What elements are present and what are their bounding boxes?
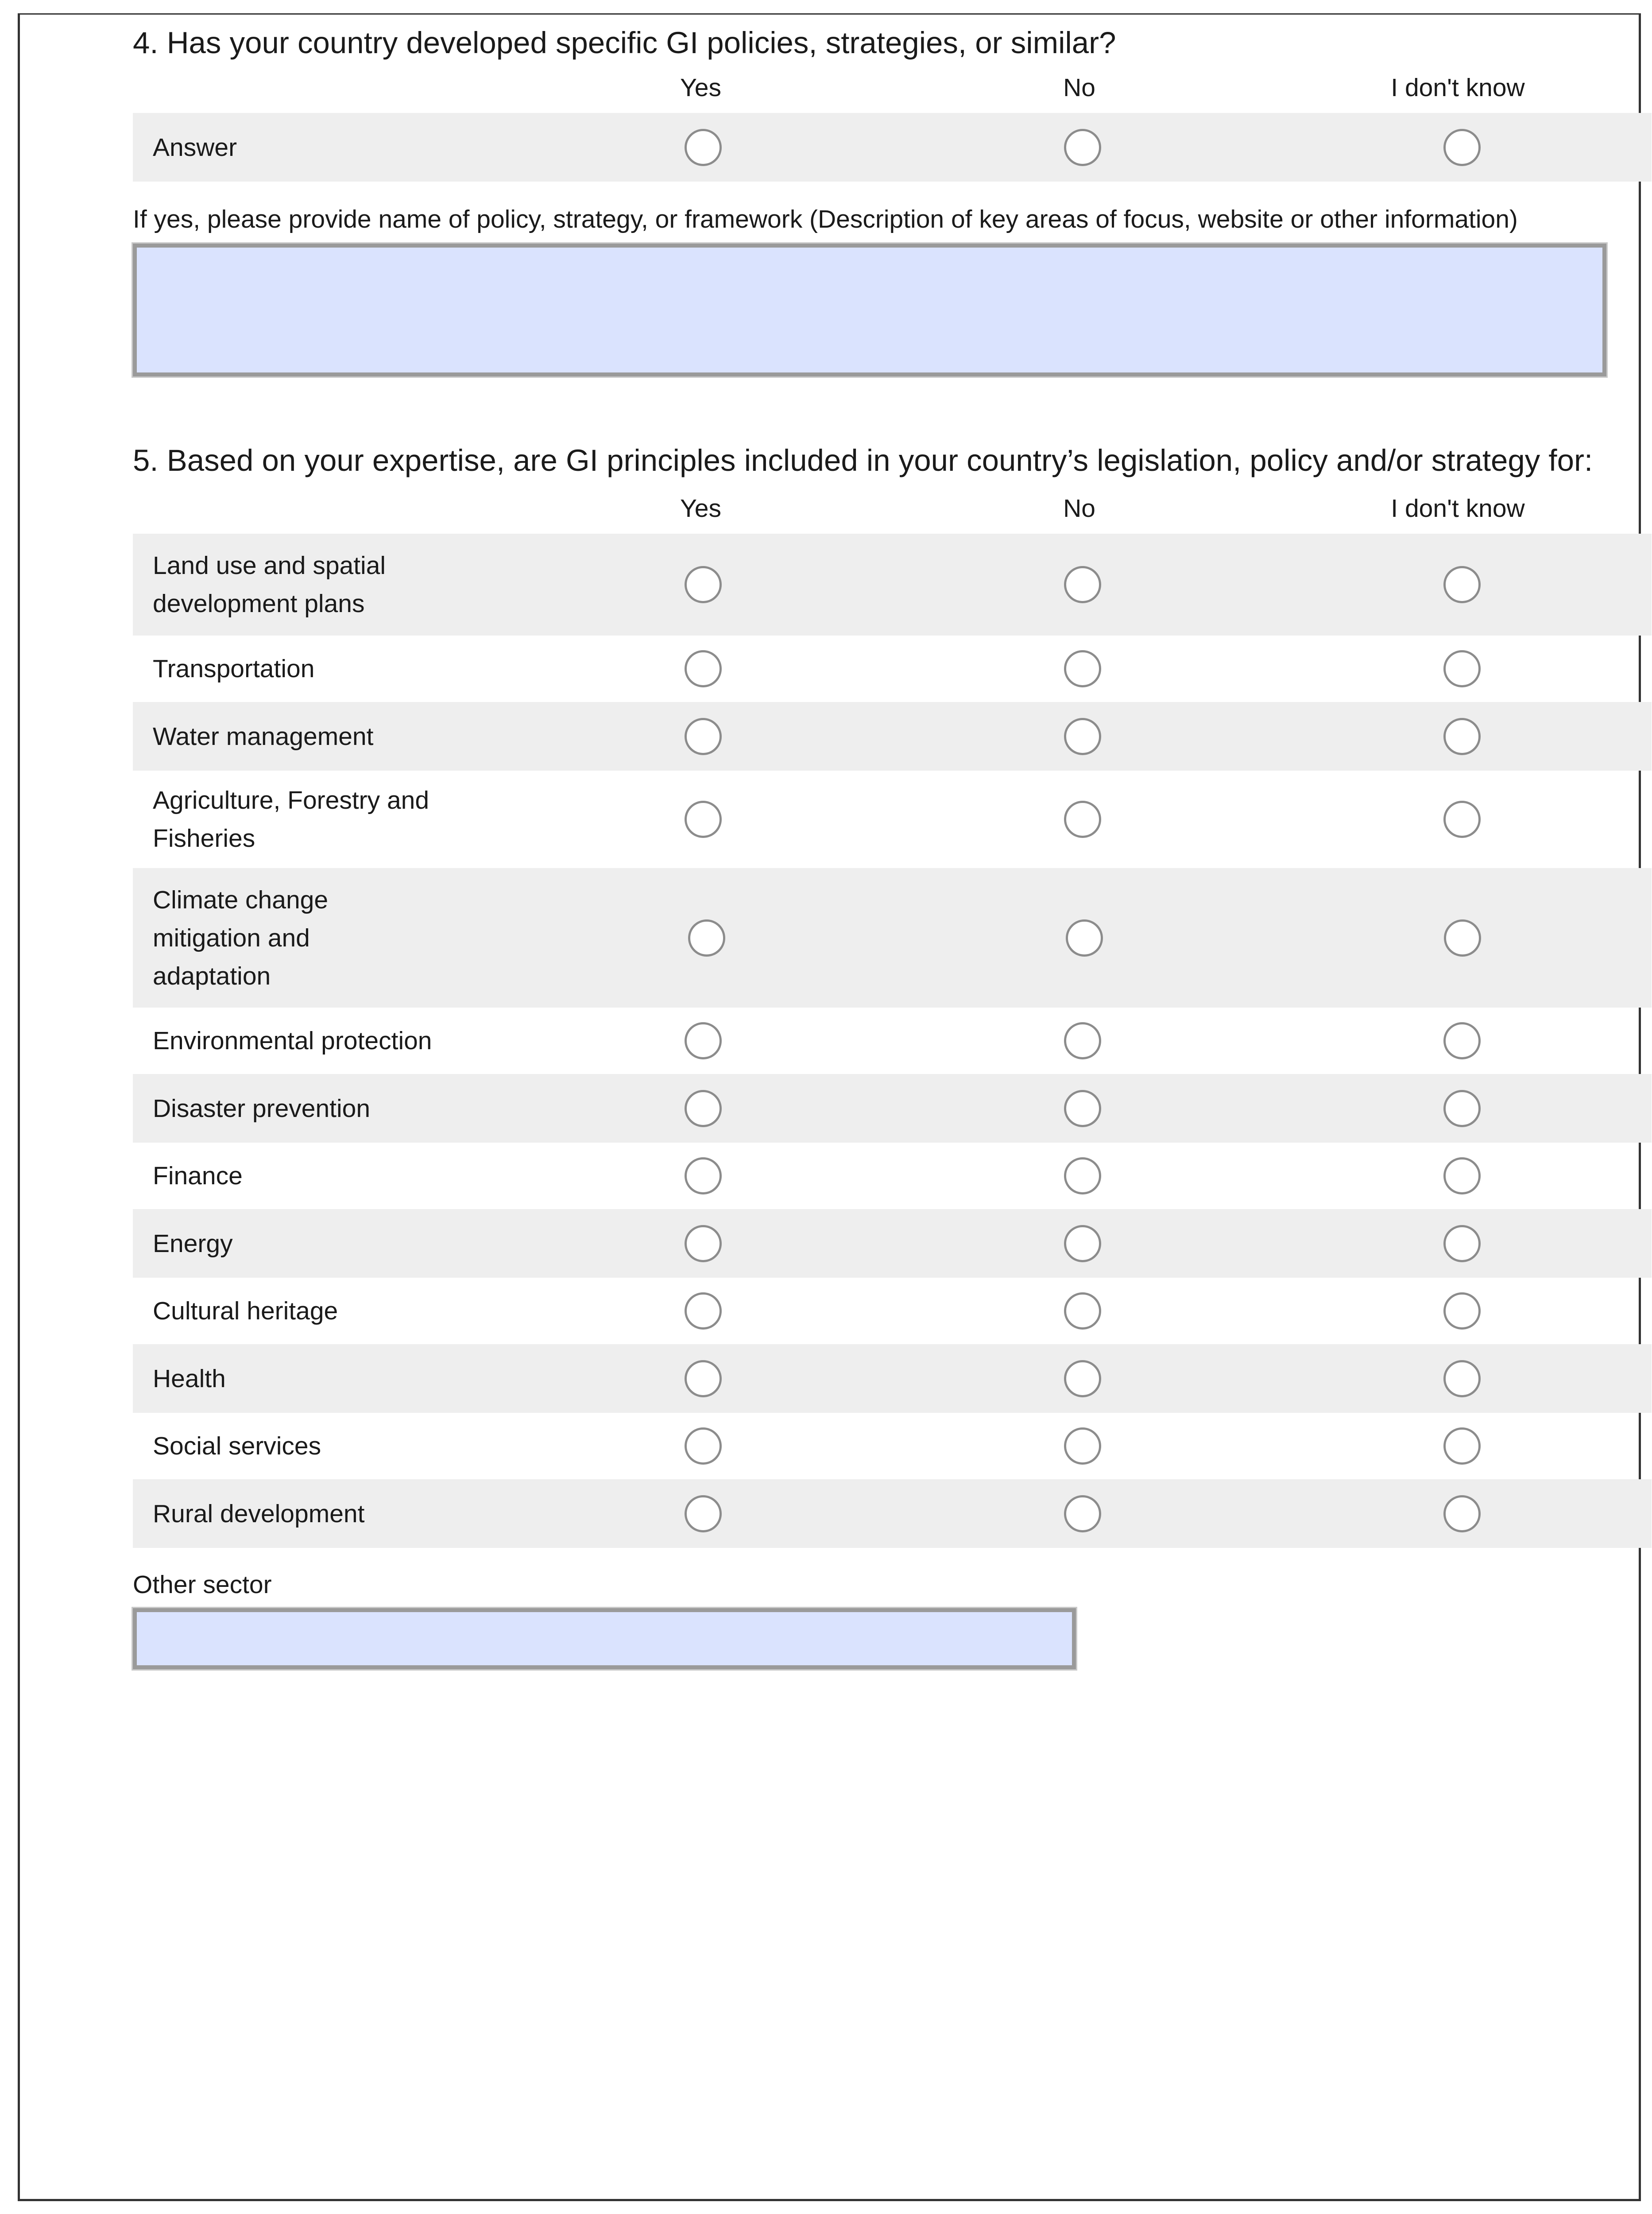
radio-yes[interactable] (685, 718, 722, 755)
radio-dont-know[interactable] (1443, 650, 1481, 687)
form-content (133, 15, 1647, 1669)
question-4-answer-row (133, 113, 1652, 182)
row-label: Energy (153, 1229, 233, 1258)
radio-dont-know[interactable] (1443, 1427, 1481, 1465)
radio-yes[interactable] (685, 1360, 722, 1397)
radio-no[interactable] (1064, 1157, 1101, 1194)
column-dont-know: I don't know (1391, 494, 1525, 523)
radio-dont-know[interactable] (1443, 1360, 1481, 1397)
table-row (133, 771, 1652, 868)
radio-no[interactable] (1064, 1495, 1101, 1532)
row-label: Climate change mitigation and adaptation (153, 885, 329, 990)
question-4-header (133, 69, 1647, 113)
radio-no[interactable] (1064, 129, 1101, 166)
table-row (133, 1209, 1652, 1278)
radio-no[interactable] (1064, 650, 1101, 687)
table-row (133, 1278, 1652, 1344)
table-row (133, 702, 1652, 771)
question-5-title: 5. Based on your expertise, are GI principles included in your country’s legislation, policy and/or strategy for: (133, 443, 1593, 477)
radio-no[interactable] (1064, 801, 1101, 838)
row-label: Transportation (153, 655, 315, 683)
row-label: Environmental protection (153, 1027, 432, 1055)
other-sector-input[interactable] (133, 1608, 1076, 1669)
column-yes: Yes (680, 494, 721, 523)
radio-dont-know[interactable] (1443, 718, 1481, 755)
row-label: Land use and spatial development plans (153, 551, 386, 618)
radio-dont-know[interactable] (1443, 801, 1481, 838)
radio-yes[interactable] (685, 129, 722, 166)
radio-dont-know[interactable] (1443, 129, 1481, 166)
radio-no[interactable] (1064, 1360, 1101, 1397)
radio-yes[interactable] (685, 1495, 722, 1532)
radio-yes[interactable] (685, 566, 722, 603)
form-page (18, 13, 1641, 2201)
row-label: Water management (153, 722, 374, 751)
radio-yes[interactable] (685, 801, 722, 838)
radio-no[interactable] (1064, 566, 1101, 603)
radio-yes[interactable] (685, 1225, 722, 1262)
column-no: No (1063, 74, 1095, 102)
radio-yes[interactable] (685, 1427, 722, 1465)
policy-help-text: If yes, please provide name of policy, strategy, or framework (Description of key areas of focus, website or other information) (133, 205, 1518, 233)
radio-yes[interactable] (685, 1022, 722, 1059)
radio-dont-know[interactable] (1443, 1495, 1481, 1532)
row-label: Finance (153, 1162, 243, 1190)
row-label: Social services (153, 1432, 321, 1460)
table-row (133, 636, 1652, 702)
radio-no[interactable] (1064, 1292, 1101, 1330)
table-row (133, 868, 1652, 1008)
radio-dont-know[interactable] (1443, 1022, 1481, 1059)
question-5 (133, 436, 1647, 1669)
question-4-title: 4. Has your country developed specific GI policies, strategies, or similar? (133, 26, 1116, 60)
table-row (133, 1074, 1652, 1143)
radio-dont-know[interactable] (1443, 1225, 1481, 1262)
table-row (133, 534, 1652, 636)
row-label: Agriculture, Forestry and Fisheries (153, 786, 429, 853)
row-label: Cultural heritage (153, 1297, 338, 1325)
radio-yes[interactable] (688, 919, 725, 957)
radio-dont-know[interactable] (1443, 1157, 1481, 1194)
policy-textarea[interactable] (133, 244, 1606, 376)
column-dont-know: I don't know (1391, 74, 1525, 102)
radio-dont-know[interactable] (1444, 919, 1481, 957)
table-row (133, 1344, 1652, 1413)
radio-no[interactable] (1064, 1225, 1101, 1262)
table-row (133, 1008, 1652, 1074)
row-label: Answer (153, 133, 237, 162)
radio-dont-know[interactable] (1443, 566, 1481, 603)
radio-yes[interactable] (685, 1292, 722, 1330)
column-yes: Yes (680, 74, 721, 102)
radio-no[interactable] (1064, 718, 1101, 755)
table-row (133, 1143, 1652, 1209)
radio-no[interactable] (1066, 919, 1103, 957)
column-no: No (1063, 494, 1095, 523)
radio-yes[interactable] (685, 1090, 722, 1127)
radio-no[interactable] (1064, 1022, 1101, 1059)
radio-no[interactable] (1064, 1427, 1101, 1465)
table-row (133, 1413, 1652, 1479)
question-4 (133, 17, 1647, 376)
radio-yes[interactable] (685, 1157, 722, 1194)
other-sector-label: Other sector (133, 1570, 272, 1599)
radio-dont-know[interactable] (1443, 1292, 1481, 1330)
radio-dont-know[interactable] (1443, 1090, 1481, 1127)
row-label: Health (153, 1364, 226, 1393)
row-label: Disaster prevention (153, 1094, 371, 1123)
row-label: Rural development (153, 1499, 365, 1528)
radio-yes[interactable] (685, 650, 722, 687)
question-5-header (133, 485, 1647, 534)
radio-no[interactable] (1064, 1090, 1101, 1127)
table-row (133, 1479, 1652, 1548)
